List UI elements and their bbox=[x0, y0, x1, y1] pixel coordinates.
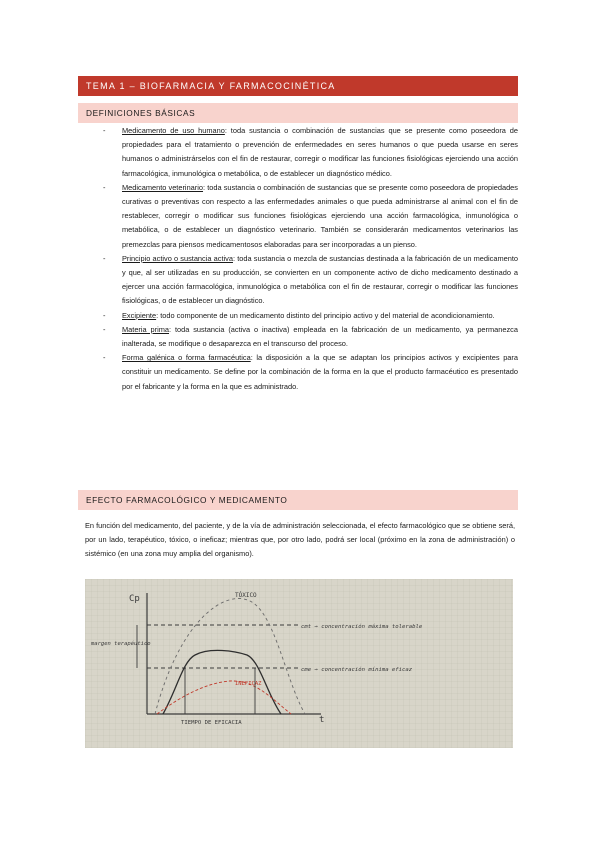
x-axis-label: t bbox=[319, 715, 325, 725]
definition-term: Materia prima bbox=[122, 324, 170, 334]
handwritten-concentration-graph bbox=[85, 579, 513, 748]
cmt-annotation: cmt → concentración máxima tolerable bbox=[301, 624, 423, 630]
definition-item bbox=[100, 124, 518, 181]
cme-annotation: cme → concentración mínima eficaz bbox=[301, 667, 413, 673]
definition-term: Medicamento veterinario bbox=[122, 182, 204, 192]
definition-item bbox=[100, 351, 518, 394]
therapeutic-margin-label: margen terapéutico bbox=[91, 641, 151, 647]
definition-term: Excipiente bbox=[122, 310, 157, 320]
definition-item bbox=[100, 323, 518, 351]
definition-item bbox=[100, 181, 518, 252]
definition-term: Principio activo o sustancia activa bbox=[122, 253, 233, 263]
definition-term: Forma galénica o forma farmacéutica bbox=[122, 353, 251, 363]
grid-paper bbox=[85, 579, 513, 748]
efficacy-time-label: TIEMPO DE EFICACIA bbox=[181, 720, 242, 726]
definition-text: : toda sustancia o combinación de sustancias que se presente como poseedora de propiedades curativas o preventivas con respecto a las enfermedades animales o que pueda administrarse al animal con el fin de restablecer, corregir o modificar sus funciones fisiológicas ejerciendo una acción farmacológica, inmunológica o metabólica, o de establecer un diagnóstico veterinario. También se considerarán medicamentos veterinarios las premezclas para piensos medicamentosos elaboradas para ser incorporadas a un pienso. bbox=[122, 182, 518, 249]
definition-term: Medicamento de uso humano bbox=[122, 126, 225, 135]
graph-drawing bbox=[85, 579, 513, 748]
effect-paragraph: En función del medicamento, del paciente, y de la vía de administración seleccionada, el efecto farmacológico que se obtiene será, por un lado, terapéutico, tóxico, o ineficaz; mientras que, por otro lado, podrá ser local (próximo en la zona de administración) o sistémico (en una zona muy amplia del organismo). bbox=[85, 521, 515, 558]
definitions-list bbox=[100, 124, 518, 394]
definition-text: : toda sustancia o combinación de sustancias que se presente como poseedora de propiedades para el tratamiento o prevención de enfermedades en seres humanos o que pueda usarse en seres humanos o administrárselos con el fin de restaurar, corregir o modificar las funciones fisiológicas ejerciendo una acción farmacológica, inmunológica o metabólica, o de establecer un diagnóstico médico. bbox=[122, 126, 518, 178]
y-axis-label: Cp bbox=[129, 594, 140, 604]
chapter-title: TEMA 1 – BIOFARMACIA Y FARMACOCINÉTICA bbox=[78, 76, 518, 96]
toxic-label: TÓXICO bbox=[235, 592, 257, 599]
definition-text: : la disposición a la que se adaptan los principios activos y excipientes para constituir un medicamento. Se define por la combinación de la forma en la que el producto farmacéutico es presentado por el fabricante y la forma en la que es administrado. bbox=[122, 353, 518, 391]
section-heading-pharmacological-effect: EFECTO FARMACOLÓGICO Y MEDICAMENTO bbox=[78, 490, 518, 510]
definition-text: : toda sustancia (activa o inactiva) empleada en la fabricación de un medicamento, ya permanezca inalterada, se modifique o desaparezca en el transcurso del proceso. bbox=[122, 324, 518, 349]
definition-item bbox=[100, 252, 518, 309]
definition-text: : toda sustancia o mezcla de sustancias destinada a la fabricación de un medicamento y que, al ser utilizadas en su producción, se convierten en un componente activo de dicho medicamento destinado a ejercer una acción farmacológica, inmunológica o metabólica con el fin de restaurar, corregir o modificar las funciones fisiológicas, o de establecer un diagnóstico. bbox=[122, 253, 518, 306]
section-heading-definitions: DEFINICIONES BÁSICAS bbox=[78, 103, 518, 123]
definition-item bbox=[100, 309, 518, 323]
definition-text: : todo componente de un medicamento distinto del principio activo y del material de acondicionamiento. bbox=[156, 310, 495, 320]
ineffective-label: INEFICAZ bbox=[235, 681, 262, 687]
